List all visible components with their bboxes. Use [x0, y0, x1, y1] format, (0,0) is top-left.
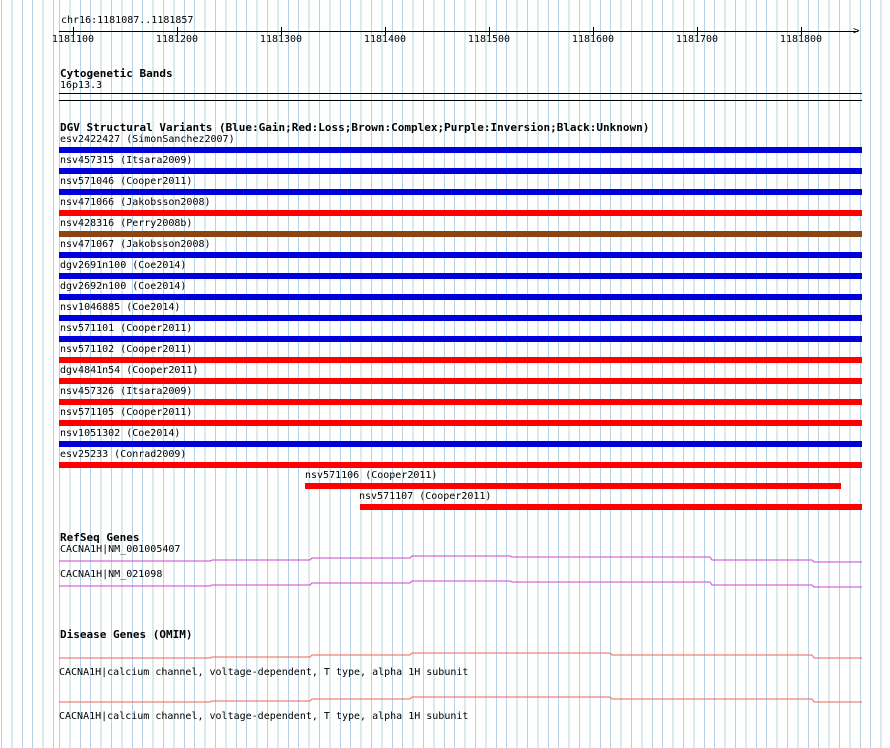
- dgv-track-title[interactable]: DGV Structural Variants (Blue:Gain;Red:Loss;Brown:Complex;Purple:Inversion;Black:Unknown): [60, 121, 650, 134]
- dgv-variant-label[interactable]: nsv571105 (Cooper2011): [60, 407, 193, 418]
- cytoband-track-title[interactable]: Cytogenetic Bands: [60, 67, 173, 80]
- ruler-tick-label: 1181600: [571, 34, 615, 45]
- dgv-variant-label[interactable]: nsv471066 (Jakobsson2008): [60, 197, 211, 208]
- ruler-tick-label: 1181400: [363, 34, 407, 45]
- refseq-gene-label[interactable]: CACNA1H|NM_021098: [60, 569, 163, 580]
- dgv-variant-label[interactable]: nsv457326 (Itsara2009): [60, 386, 193, 397]
- dgv-variant-label[interactable]: dgv4841n54 (Cooper2011): [60, 365, 199, 376]
- ruler-tick-label: 1181500: [467, 34, 511, 45]
- ruler-tick-label: 1181100: [51, 34, 95, 45]
- dgv-variant-label[interactable]: dgv2691n100 (Coe2014): [60, 260, 187, 271]
- dgv-variant-label[interactable]: nsv1046885 (Coe2014): [60, 302, 181, 313]
- dgv-variant-label[interactable]: esv2422427 (SimonSanchez2007): [60, 134, 235, 145]
- dgv-variant-label[interactable]: nsv571101 (Cooper2011): [60, 323, 193, 334]
- dgv-variant-label[interactable]: nsv571102 (Cooper2011): [60, 344, 193, 355]
- dgv-variant-label[interactable]: nsv571106 (Cooper2011): [305, 470, 438, 481]
- omim-gene-model[interactable]: [59, 697, 862, 702]
- cytoband-label: 16p13.3: [60, 80, 103, 91]
- dgv-variant-label[interactable]: nsv471067 (Jakobsson2008): [60, 239, 211, 250]
- omim-gene-model[interactable]: [59, 653, 862, 658]
- omim-track-title[interactable]: Disease Genes (OMIM): [60, 628, 193, 641]
- region-label: chr16:1181087..1181857: [61, 15, 194, 26]
- refseq-gene-model[interactable]: [59, 581, 862, 587]
- dgv-variant-label[interactable]: esv25233 (Conrad2009): [60, 449, 187, 460]
- dgv-variant-label[interactable]: dgv2692n100 (Coe2014): [60, 281, 187, 292]
- refseq-gene-model[interactable]: [59, 556, 862, 562]
- dgv-variant-label[interactable]: nsv1051302 (Coe2014): [60, 428, 181, 439]
- dgv-variant-label[interactable]: nsv428316 (Perry2008b): [60, 218, 193, 229]
- ruler-tick-label: 1181800: [779, 34, 823, 45]
- dgv-variant-label[interactable]: nsv571046 (Cooper2011): [60, 176, 193, 187]
- ruler-arrow-icon: >: [853, 24, 860, 37]
- omim-gene-label[interactable]: CACNA1H|calcium channel, voltage-dependent, T type, alpha 1H subunit: [59, 667, 469, 678]
- refseq-track-title[interactable]: RefSeq Genes: [60, 531, 140, 544]
- refseq-gene-label[interactable]: CACNA1H|NM_001005407: [60, 544, 181, 555]
- dgv-variant-label[interactable]: nsv457315 (Itsara2009): [60, 155, 193, 166]
- ruler-tick-label: 1181200: [155, 34, 199, 45]
- dgv-variant-label[interactable]: nsv571107 (Cooper2011): [359, 491, 492, 502]
- ruler-tick-label: 1181700: [675, 34, 719, 45]
- omim-gene-label[interactable]: CACNA1H|calcium channel, voltage-dependent, T type, alpha 1H subunit: [59, 711, 469, 722]
- ruler-tick-label: 1181300: [259, 34, 303, 45]
